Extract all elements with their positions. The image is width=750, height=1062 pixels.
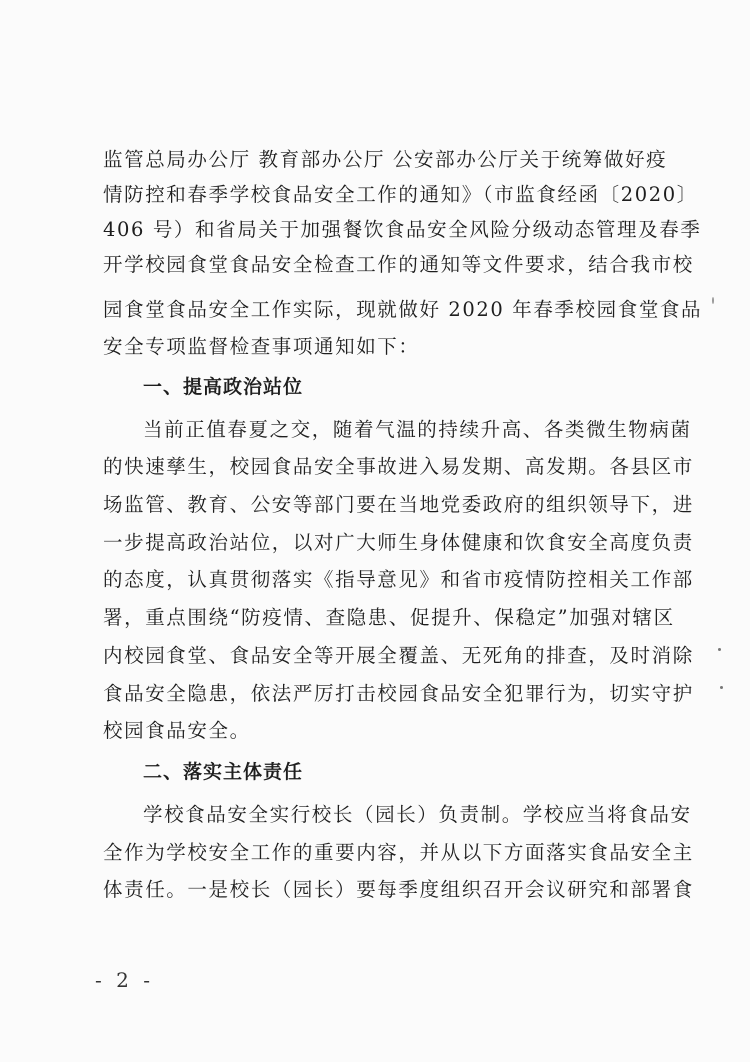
section-heading: 二、落实主体责任 [143, 761, 304, 783]
section-heading: 一、提高政治站位 [143, 376, 304, 398]
paragraph-line: 情防控和春季学校食品安全工作的通知》（市监食经函〔2020〕 [103, 183, 698, 206]
paragraph-line: 监管总局办公厅 教育部办公厅 公安部办公厅关于统筹做好疫 [103, 148, 668, 171]
paragraph-line: 的态度，认真贯彻落实《指导意见》和省市疫情防控相关工作部 [103, 568, 694, 591]
paragraph-line: 署，重点围绕“防疫情、查隐患、促提升、保稳定”加强对辖区 [103, 606, 675, 629]
paragraph-line: 406 号）和省局关于加强餐饮食品安全风险分级动态管理及春季 [103, 218, 702, 241]
paragraph-line: 体责任。一是校长（园长）要每季度组织召开会议研究和部署食 [103, 878, 694, 901]
scan-speck [720, 686, 723, 689]
paragraph-line: 一步提高政治站位，以对广大师生身体健康和饮食安全高度负责 [103, 531, 694, 554]
paragraph-line: 场监管、教育、公安等部门要在当地党委政府的组织领导下，进 [103, 493, 694, 516]
paragraph-line: 当前正值春夏之交，随着气温的持续升高、各类微生物病菌 [143, 418, 692, 441]
scan-speck [712, 297, 714, 304]
page-number: - 2 - [95, 968, 154, 992]
paragraph-line: 内校园食堂、食品安全等开展全覆盖、无死角的排查，及时消除 [103, 644, 694, 667]
paragraph-line: 开学校园食堂食品安全检查工作的通知等文件要求，结合我市校 [103, 253, 694, 276]
paragraph-line: 园食堂食品安全工作实际，现就做好 2020 年春季校园食堂食品 [103, 298, 703, 321]
paragraph-line: 食品安全隐患，依法严厉打击校园食品安全犯罪行为，切实守护 [103, 682, 694, 705]
paragraph-line: 安全专项监督检查事项通知如下： [103, 335, 420, 358]
paragraph-line: 校园食品安全。 [103, 719, 251, 742]
paragraph-line: 全作为学校安全工作的重要内容，并从以下方面落实食品安全主 [103, 841, 694, 864]
paragraph-line: 的快速孳生，校园食品安全事故进入易发期、高发期。各县区市 [103, 455, 694, 478]
paragraph-line: 学校食品安全实行校长（园长）负责制。学校应当将食品安 [143, 803, 692, 826]
scan-speck [718, 648, 721, 651]
